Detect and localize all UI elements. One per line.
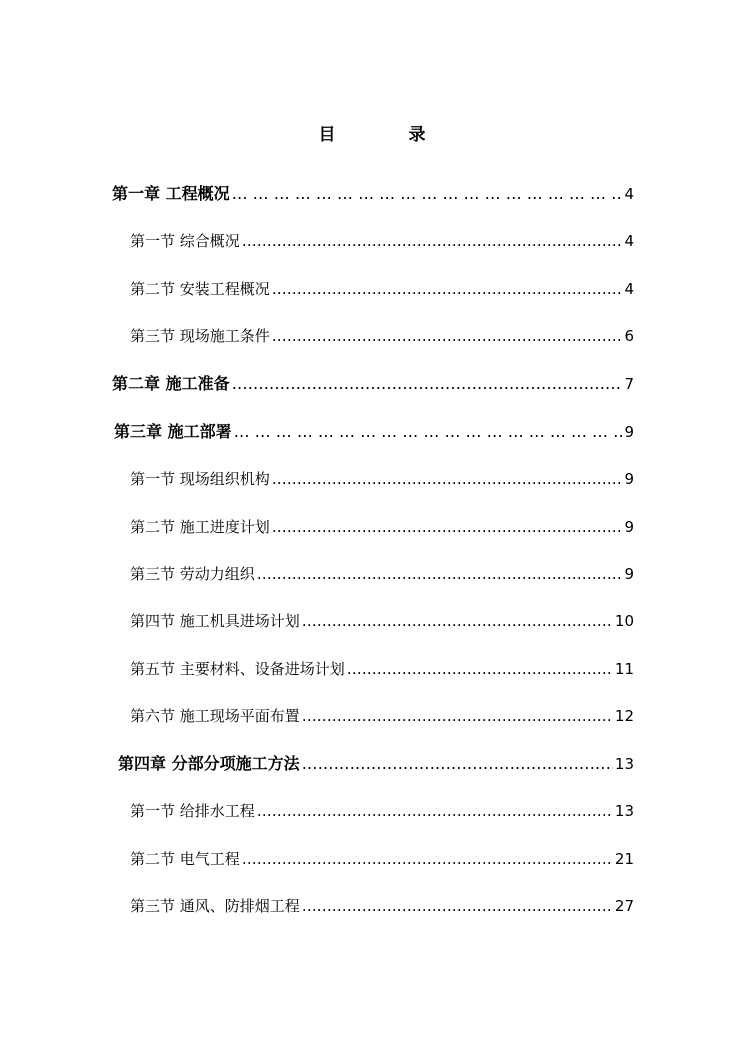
- toc-entry-section[interactable]: [130, 467, 634, 491]
- toc-dot-leader: [302, 752, 613, 776]
- toc-dot-leader: [272, 324, 623, 348]
- toc-entry-title: 第五节 主要材料、设备进场计划: [130, 660, 345, 678]
- toc-page-number: 7: [624, 375, 634, 393]
- toc-page-number: 4: [624, 232, 634, 250]
- toc-page-number: 12: [614, 707, 634, 725]
- toc-entry-title: 第二章 施工准备: [112, 374, 230, 393]
- toc-entry-chapter-4[interactable]: [118, 752, 634, 776]
- toc-dot-leader: [302, 894, 613, 918]
- toc-entry-section[interactable]: [130, 847, 634, 871]
- toc-page-number: 4: [624, 280, 634, 298]
- toc-entry-chapter-3[interactable]: [114, 420, 634, 444]
- toc-dot-leader: [347, 657, 613, 681]
- toc-entry-section[interactable]: [130, 799, 634, 823]
- toc-dot-leader: [232, 372, 623, 396]
- toc-dot-leader: [257, 562, 623, 586]
- toc-page-number: 9: [624, 565, 634, 583]
- toc-entry-title: 第六节 施工现场平面布置: [130, 707, 300, 725]
- toc-entry-title: 第一节 给排水工程: [130, 802, 255, 820]
- toc-page-number: 13: [614, 755, 634, 773]
- toc-entry-section[interactable]: [130, 657, 634, 681]
- toc-dot-leader: [302, 609, 613, 633]
- toc-dot-leader: [272, 277, 623, 301]
- toc-entry-title: 第一节 现场组织机构: [130, 470, 270, 488]
- toc-entry-title: 第二节 安装工程概况: [130, 280, 270, 298]
- toc-dot-leader: [302, 704, 613, 728]
- toc-page-number: 9: [624, 518, 634, 536]
- toc-entry-title: 第二节 施工进度计划: [130, 518, 270, 536]
- toc-dot-leader: [232, 182, 623, 206]
- toc-dot-leader: [272, 515, 623, 539]
- toc-dot-leader: [242, 847, 613, 871]
- toc-entry-chapter-1[interactable]: [112, 182, 634, 206]
- toc-entry-title: 第三节 现场施工条件: [130, 327, 270, 345]
- toc-entry-title: 第一节 综合概况: [130, 232, 240, 250]
- toc-page-number: 6: [624, 327, 634, 345]
- toc-entry-section[interactable]: [130, 894, 634, 918]
- toc-page-number: 11: [614, 660, 634, 678]
- toc-entry-section[interactable]: [130, 515, 634, 539]
- toc-entry-section[interactable]: [130, 609, 634, 633]
- toc-dot-leader: [242, 229, 623, 253]
- toc-page-number: 27: [614, 897, 634, 915]
- toc-entry-chapter-2[interactable]: [112, 372, 634, 396]
- toc-entry-section[interactable]: [130, 704, 634, 728]
- toc-page-number: 9: [624, 470, 634, 488]
- toc-entry-section[interactable]: [130, 562, 634, 586]
- toc-entry-title: 第一章 工程概况: [112, 184, 230, 203]
- toc-entry-title: 第三章 施工部署: [114, 422, 232, 441]
- toc-page-number: 10: [614, 612, 634, 630]
- toc-page-number: 4: [624, 185, 634, 203]
- toc-entry-section[interactable]: [130, 277, 634, 301]
- toc-page-number: 21: [614, 850, 634, 868]
- toc-page-number: 13: [614, 802, 634, 820]
- toc-dot-leader: [272, 467, 623, 491]
- toc-entry-title: 第三节 劳动力组织: [130, 565, 255, 583]
- toc-entry-title: 第四节 施工机具进场计划: [130, 612, 300, 630]
- page-title: 目 录: [318, 125, 454, 145]
- toc-page-number: 9: [624, 423, 634, 441]
- toc-entry-title: 第三节 通风、防排烟工程: [130, 897, 300, 915]
- toc-dot-leader: [257, 799, 613, 823]
- toc-entry-section[interactable]: [130, 229, 634, 253]
- toc-dot-leader: [234, 420, 623, 444]
- toc-entry-section[interactable]: [130, 324, 634, 348]
- toc-entry-title: 第二节 电气工程: [130, 850, 240, 868]
- toc-entry-title: 第四章 分部分项施工方法: [118, 754, 300, 773]
